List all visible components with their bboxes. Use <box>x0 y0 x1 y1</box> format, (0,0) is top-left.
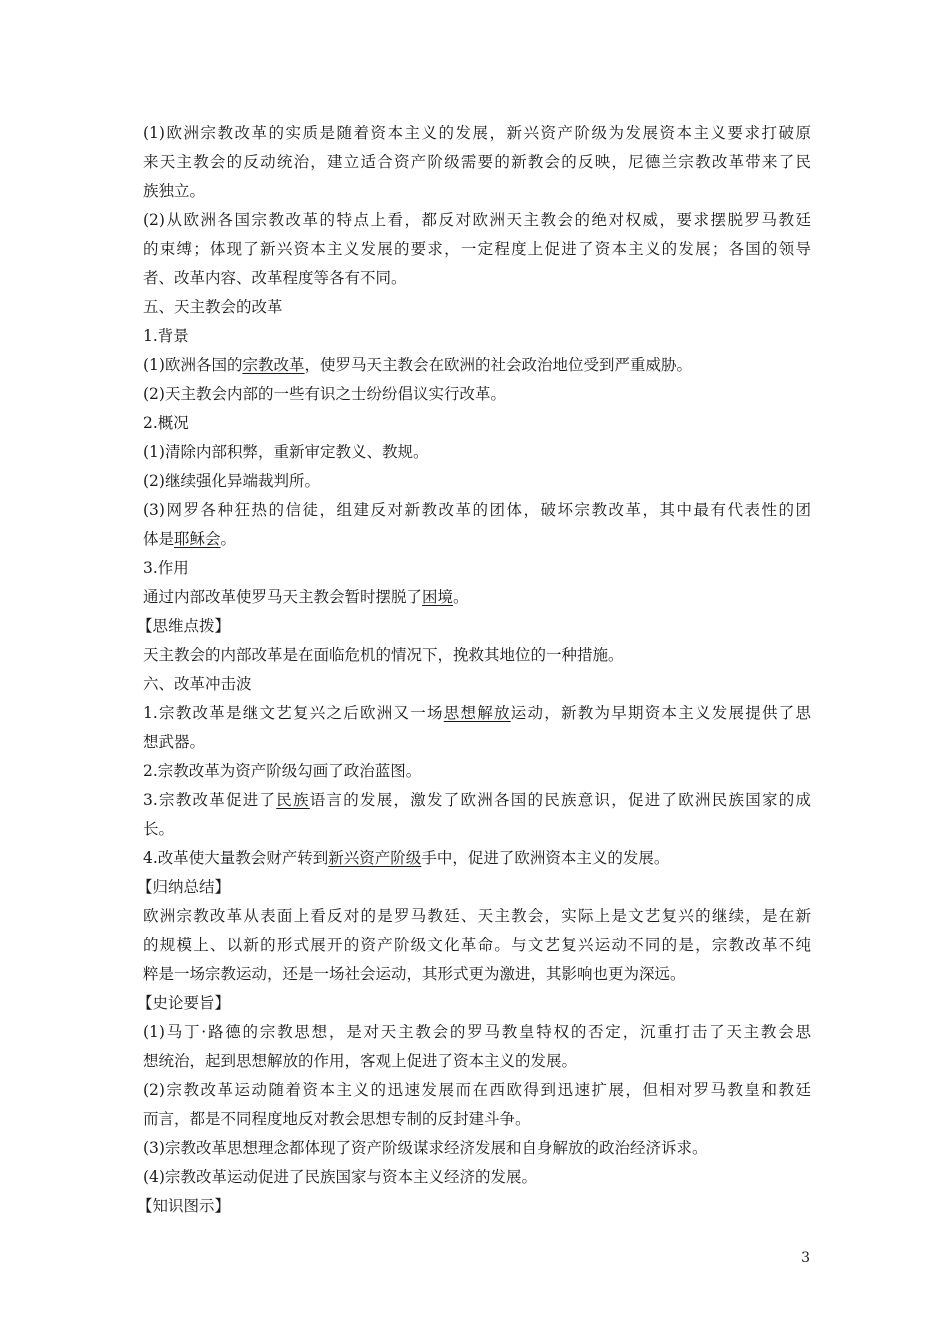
text-run: 想武器。 <box>143 733 206 751</box>
text-run: 手中，促进了欧洲资本主义的发展。 <box>421 849 670 867</box>
text-run: 而言，都是不同程度地反对教会思想专制的反封建斗争。 <box>143 1110 531 1128</box>
document-body <box>137 119 811 1221</box>
text-line <box>143 960 811 989</box>
text-run: 【史论要旨】 <box>137 994 231 1012</box>
text-run: (3)宗教改革思想理念都体现了资产阶级谋求经济发展和自身解放的政治经济诉求。 <box>143 1139 708 1157</box>
text-run: (2)从欧洲各国宗教改革的特点上看，都反对欧洲天主教会的绝对权威，要求摆脱罗马教廷 <box>143 211 811 229</box>
text-run: (1)清除内部积弊，重新审定教义、教规。 <box>143 443 429 461</box>
text-run: 族独立。 <box>143 182 206 200</box>
text-run: (2)天主教会内部的一些有识之士纷纷倡议实行改革。 <box>143 385 506 403</box>
text-run: 【归纳总结】 <box>137 878 231 896</box>
bracket-heading <box>137 873 811 902</box>
text-line <box>143 844 811 873</box>
text-run: (1)欧洲宗教改革的实质是随着资本主义的发展，新兴资产阶级为发展资本主义要求打破原 <box>143 124 811 142</box>
text-line <box>143 931 811 960</box>
text-run: 2.概况 <box>143 414 189 432</box>
text-line <box>143 380 811 409</box>
text-run: 粹是一场宗教运动，还是一场社会运动，其形式更为激进，其影响也更为深远。 <box>143 965 686 983</box>
text-run: 3.作用 <box>143 559 189 577</box>
text-run: (3)网罗各种狂热的信徒，组建反对新教改革的团体，破坏宗教改革，其中最有代表性的团 <box>143 501 811 519</box>
text-line <box>143 177 811 206</box>
text-run: ，使罗马天主教会在欧洲的社会政治地位受到严重威胁。 <box>304 356 692 374</box>
text-line <box>143 438 811 467</box>
fill-in-answer: 宗教改革 <box>242 356 305 374</box>
text-line <box>143 1105 811 1134</box>
text-line <box>143 699 811 728</box>
text-run: 【思维点拨】 <box>137 617 231 635</box>
text-run: 。 <box>453 588 469 606</box>
text-run: 的束缚；体现了新兴资本主义发展的要求，一定程度上促进了资本主义的发展；各国的领导 <box>143 240 811 258</box>
subsection-heading <box>143 409 811 438</box>
text-line <box>143 496 811 525</box>
subsection-heading <box>143 322 811 351</box>
text-line <box>143 264 811 293</box>
bracket-heading <box>137 1192 811 1221</box>
text-line <box>143 641 811 670</box>
text-run: (1)马丁·路德的宗教思想，是对天主教会的罗马教皇特权的否定，沉重打击了天主教会思 <box>143 1023 811 1041</box>
text-line <box>143 1076 811 1105</box>
text-line <box>143 1163 811 1192</box>
text-run: 4.改革使大量教会财产转到 <box>143 849 329 867</box>
text-run: 语言的发展，激发了欧洲各国的民族意识，促进了欧洲民族国家的成 <box>309 791 811 809</box>
text-run: 3.宗教改革促进了 <box>143 791 277 809</box>
text-run: (4)宗教改革运动促进了民族国家与资本主义经济的发展。 <box>143 1168 537 1186</box>
text-line <box>143 235 811 264</box>
fill-in-answer: 新兴资产阶级 <box>328 849 422 867</box>
text-line <box>143 1134 811 1163</box>
text-run: 运动，新教为早期资本主义发展提供了思 <box>510 704 811 722</box>
text-line <box>143 525 811 554</box>
text-run: 2.宗教改革为资产阶级勾画了政治蓝图。 <box>143 762 422 780</box>
text-run: 的规模上、以新的形式展开的资产阶级文化革命。与文艺复兴运动不同的是，宗教改革不纯 <box>143 936 811 954</box>
text-run: (2)宗教改革运动随着资本主义的迅速发展而在西欧得到迅速扩展，但相对罗马教皇和教廷 <box>143 1081 811 1099</box>
text-line <box>143 728 811 757</box>
text-line <box>143 583 811 612</box>
text-line <box>143 757 811 786</box>
text-run: 【知识图示】 <box>137 1197 231 1215</box>
page-number: 3 <box>801 1250 810 1266</box>
fill-in-answer: 民族 <box>276 791 310 809</box>
text-run: 五、天主教会的改革 <box>143 298 283 316</box>
text-run: 1.背景 <box>143 327 189 345</box>
text-line <box>143 786 811 815</box>
subsection-heading <box>143 554 811 583</box>
text-run: 想统治，起到思想解放的作用，客观上促进了资本主义的发展。 <box>143 1052 578 1070</box>
text-line <box>143 902 811 931</box>
text-run: 通过内部改革使罗马天主教会暂时摆脱了 <box>143 588 423 606</box>
text-run: 长。 <box>143 820 175 838</box>
text-run: 六、改革冲击波 <box>143 675 252 693</box>
text-line <box>143 815 811 844</box>
text-run: 者、改革内容、改革程度等各有不同。 <box>143 269 407 287</box>
text-run: (2)继续强化异端裁判所。 <box>143 472 320 490</box>
text-run: (1)欧洲各国的 <box>143 356 243 374</box>
text-run: 。 <box>220 530 237 548</box>
section-heading <box>143 670 811 699</box>
bracket-heading <box>137 612 811 641</box>
fill-in-answer: 困境 <box>422 588 454 606</box>
text-line <box>143 1018 811 1047</box>
text-line <box>143 119 811 148</box>
text-line <box>143 1047 811 1076</box>
text-line <box>143 467 811 496</box>
text-run: 1.宗教改革是继文艺复兴之后欧洲又一场 <box>143 704 444 722</box>
text-run: 体是 <box>143 530 175 548</box>
text-run: 天主教会的内部改革是在面临危机的情况下，挽救其地位的一种措施。 <box>143 646 624 664</box>
bracket-heading <box>137 989 811 1018</box>
text-line <box>143 148 811 177</box>
section-heading <box>143 293 811 322</box>
text-run: 来天主教会的反动统治，建立适合资产阶级需要的新教会的反映，尼德兰宗教改革带来了民 <box>143 153 811 171</box>
text-line <box>143 206 811 235</box>
fill-in-answer: 耶稣会 <box>174 530 221 548</box>
fill-in-answer: 思想解放 <box>443 704 511 722</box>
text-run: 欧洲宗教改革从表面上看反对的是罗马教廷、天主教会，实际上是文艺复兴的继续，是在新 <box>143 907 811 925</box>
text-line <box>143 351 811 380</box>
